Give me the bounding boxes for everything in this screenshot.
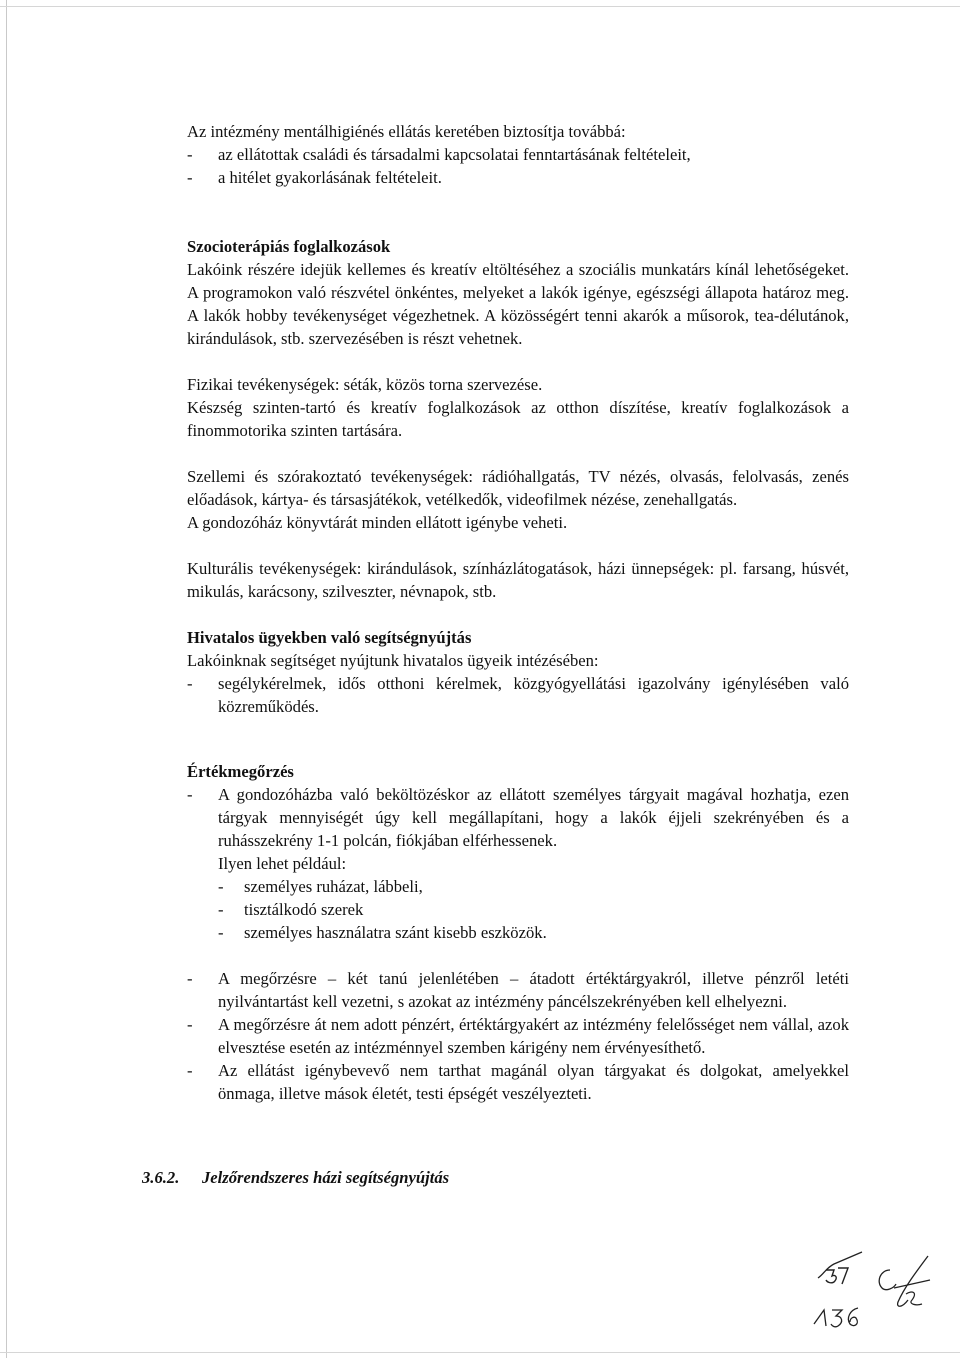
valuables-item-1	[187, 783, 849, 852]
bullet-text: A gondozóházba való beköltözéskor az ellátott személyes tárgyait magával hozhatja, ezen tárgyak mennyiségét úgy kell megállapítani, hogy a lakók éjjeli szekrényében és a ruhásszekrény 1-1 polcán, fiókjában elférhessenek.	[218, 785, 849, 850]
bullet-text: tisztálkodó szerek	[244, 900, 364, 919]
valuables-item-4	[187, 1059, 849, 1105]
document-body	[187, 120, 849, 1105]
socio-heading: Szocioterápiás foglalkozások	[187, 237, 391, 256]
scan-edge-left	[6, 0, 7, 1358]
intro-bullet-2	[187, 166, 849, 189]
valuables-heading: Értékmegőrzés	[187, 762, 294, 781]
bullet-text: segélykérelmek, idős otthoni kérelmek, közgyógyellátási igazolvány igénylésében való közreműködés.	[218, 674, 849, 716]
bullet-text: személyes használatra szánt kisebb eszközök.	[244, 923, 547, 942]
bullet-text: A megőrzésre át nem adott pénzért, értéktárgyakért az intézmény felelősséget nem vállal, azok elvesztése esetén az intézménnyel szemben kárigény nem érvényesíthető.	[218, 1015, 849, 1057]
example-item-3	[187, 921, 849, 944]
bullet-dash: -	[218, 923, 224, 942]
official-bullet	[187, 672, 849, 718]
valuables-item-2	[187, 967, 849, 1013]
bullet-dash: -	[187, 1015, 193, 1034]
skill-activities: Készség szinten-tartó és kreatív foglalkozások az otthon díszítése, kreatív foglalkozások a finommotorika szinten tartására.	[187, 398, 849, 440]
library-line: A gondozóház könyvtárát minden ellátott igénybe veheti.	[187, 513, 568, 532]
official-intro: Lakóinknak segítséget nyújtunk hivatalos ügyeik intézésében:	[187, 651, 599, 670]
intro-line: Az intézmény mentálhigiénés ellátás keretében biztosítja továbbá:	[187, 122, 626, 141]
valuables-item-3	[187, 1013, 849, 1059]
bullet-text: Az ellátást igénybevevő nem tarthat magánál olyan tárgyakat és dolgokat, amelyekkel önmaga, illetve mások életét, testi épségét veszélyezteti.	[218, 1061, 849, 1103]
bullet-text: személyes ruházat, lábbeli,	[244, 877, 423, 896]
bullet-dash: -	[187, 145, 193, 164]
examples-intro: Ilyen lehet például:	[218, 854, 347, 873]
handwritten-page-number-156	[810, 1296, 870, 1337]
bullet-text: A megőrzésre – két tanú jelenlétében – átadott értéktárgyakról, illetve pénzről letéti nyilvántartást kell vezetni, s azokat az intézmény páncélszekrényében kell elhelyezni.	[218, 969, 849, 1011]
bullet-dash: -	[187, 785, 193, 804]
bullet-dash: -	[187, 1061, 193, 1080]
bullet-text: a hitélet gyakorlásának feltételeit.	[218, 168, 442, 187]
example-item-2	[187, 898, 849, 921]
socio-paragraph: Lakóink részére idejük kellemes és kreatív eltöltéséhez a szociális munkatárs kínál lehetőségeket. A programokon való részvétel önkéntes, melyeket a lakók igénye, egészségi állapota határoz meg. A lakók hobby tevékenységet végezhetnek. A közösségért tenni akarók a műsorok, tea-délutánok, kirándulások, stb. szervezésében is részt vehetnek.	[187, 260, 849, 348]
handwritten-signature	[872, 1254, 942, 1329]
bullet-text: az ellátottak családi és társadalmi kapcsolatai fenntartásának feltételeit,	[218, 145, 691, 164]
bullet-dash: -	[218, 877, 224, 896]
subsection-heading	[142, 1168, 449, 1188]
bullet-dash: -	[187, 969, 193, 988]
subsection-title: Jelzőrendszeres házi segítségnyújtás	[202, 1168, 450, 1187]
example-item-1	[187, 875, 849, 898]
mental-activities: Szellemi és szórakoztató tevékenységek: rádióhallgatás, TV nézés, olvasás, felolvasás, zenés előadások, kártya- és társasjátékok, vetélkedők, videofilmek nézése, zenehallgatás.	[187, 467, 849, 509]
bullet-dash: -	[187, 168, 193, 187]
scan-edge-bottom	[0, 1352, 960, 1353]
bullet-dash: -	[187, 674, 193, 693]
handwritten-page-number-57	[812, 1248, 872, 1293]
subsection-number: 3.6.2.	[142, 1168, 180, 1187]
cultural-activities: Kulturális tevékenységek: kirándulások, színházlátogatások, házi ünnepségek: pl. farsang, húsvét, mikulás, karácsony, szilveszter, névnapok, stb.	[187, 559, 849, 601]
intro-bullet-1	[187, 143, 849, 166]
physical-activities: Fizikai tevékenységek: séták, közös torna szervezése.	[187, 375, 543, 394]
official-heading: Hivatalos ügyekben való segítségnyújtás	[187, 628, 472, 647]
scan-edge-top	[0, 6, 960, 7]
bullet-dash: -	[218, 900, 224, 919]
